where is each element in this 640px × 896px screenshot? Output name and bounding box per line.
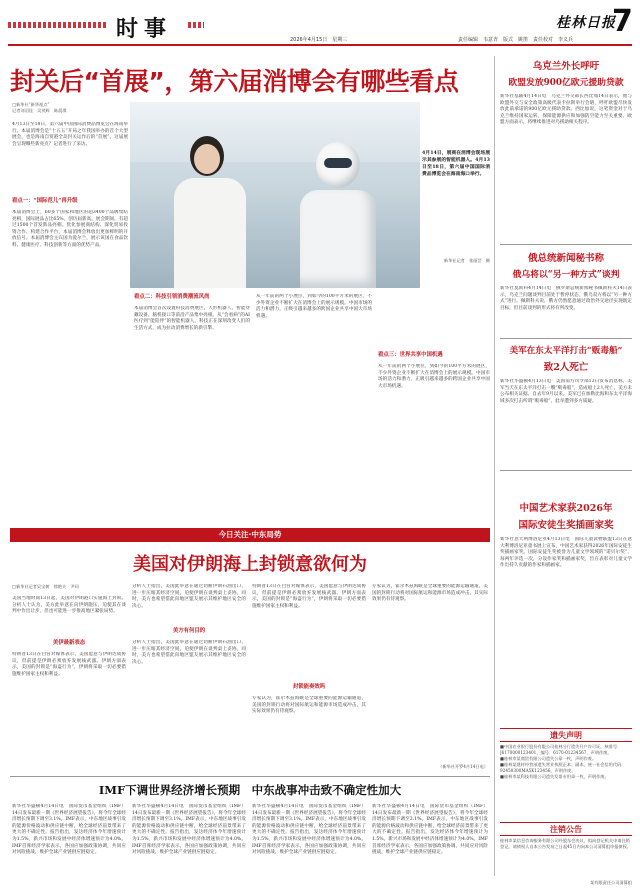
bottom-headline: IMF下调世界经济增长预期 中东战事冲击致不确定性加大 bbox=[98, 783, 402, 797]
header-rule bbox=[8, 44, 632, 46]
lost-notice-title: 遗失声明 bbox=[550, 730, 582, 740]
main-subhead-3: 看点三：世界共享中国机遇 bbox=[378, 352, 443, 358]
notice-item: ■桂林某建材经营部遗失营业执照正本、副本，统一社会信用代码：92450300MA5K123456，声明作废。 bbox=[500, 762, 626, 773]
story1-body: 新华社基辅4月14日电 乌克兰外交部长西比加14日表示，他与欧盟外交与安全政策高级代表卡拉斯举行会晤，呼吁欧盟尽快发放此前承诺的900亿欧元援助贷款。西比加说，这笔资金对于乌克兰维持国家运转、保障能源供应和加强防空能力至关重要。欧盟方面表示，将继续推进对乌援助相关程序。 bbox=[500, 94, 632, 126]
main-body-3: 从一年前的两个小展位，到如今的100平方米的展区，不少外资企业不断扩大在消博会上的展示规模。中国市场的活力和潜力，正吸引越来越多的跨国企业共享中国大市场机遇。 bbox=[378, 364, 490, 389]
bottom-body-col-3: 新华社华盛顿4月14日电 国际货币基金组织（IMF）14日发布最新一期《世界经济展望报告》，将今年全球经济增长预期下调至3.1%。IMF表示，中东地区战事引发的能源价格波动和供应链中断，给全球经济前景带来了更大的不确定性。报告指出，发达经济体今年增速预计为1.5%，新兴市场和发展中经济体增速预计为4.0%。IMF首席经济学家表示，各国应加强政策协调，共同应对风险挑战，维护全球产业链供应链稳定。 bbox=[252, 804, 366, 856]
story4-headline-2: 国际安徒生奖插画家奖 bbox=[518, 520, 614, 531]
photo-robot-arm bbox=[280, 142, 390, 288]
masthead-logo: 桂林日报 bbox=[556, 15, 616, 31]
right-rule-3 bbox=[500, 470, 632, 471]
notice-item: ■桂林市某商贸有限公司遗失公章一枚，声明作废。 bbox=[500, 756, 597, 761]
main-photo-robot bbox=[130, 102, 420, 288]
main-photo-caption: 4月14日，展商在消博会现场展示其参展的智能机器人。4月13日至18日，第六届中国国际消费品博览会在海南海口举行。 bbox=[422, 150, 490, 177]
page-number: 7 bbox=[612, 4, 633, 39]
main-byline bbox=[12, 102, 122, 114]
main-headline: 封关后“首展”，第六届消博会有哪些看点 bbox=[10, 67, 459, 96]
feature-subhead-1: 美伊最新表态 bbox=[52, 640, 86, 646]
byline-reporters: 记者刘羽佳 吴茂辉 陈晨琪 bbox=[12, 108, 67, 113]
story2-headline-2: 俄乌将以“另一种方式”谈判 bbox=[512, 270, 620, 280]
cancel-notice-title-bar bbox=[500, 822, 632, 836]
lost-notice-title-bar bbox=[500, 728, 632, 742]
section-ornament-right bbox=[188, 22, 204, 28]
bottom-body-col-1: 新华社华盛顿4月14日电 国际货币基金组织（IMF）14日发布最新一期《世界经济展望报告》，将今年全球经济增长预期下调至3.1%。IMF表示，中东地区战事引发的能源价格波动和供应链中断，给全球经济前景带来了更大的不确定性。报告指出，发达经济体今年增速预计为1.5%，新兴市场和发展中经济体增速预计为4.0%。IMF首席经济学家表示，各国应加强政策协调，共同应对风险挑战，维护全球产业链供应链稳定。 bbox=[12, 804, 126, 856]
right-story-3 bbox=[500, 344, 632, 475]
right-story-1 bbox=[500, 58, 632, 242]
feature-bottom-rule bbox=[10, 776, 490, 777]
feature-headline: 美国对伊朗海上封锁意欲何为 bbox=[133, 554, 367, 575]
right-story-4 bbox=[500, 500, 632, 711]
story4-body: 新华社意大利博洛尼亚4月13日电 国际儿童读物联盟13日在意大利博洛尼亚童书展上宣布，中国艺术家获得2026年国际安徒生奖插画家奖。国际安徒生奖被誉为儿童文学领域的“诺贝尔奖”，每两年评选一次，分设作家奖和插画家奖，旨在表彰对儿童文学作出持久贡献的作家和插画家。 bbox=[500, 537, 632, 569]
right-story-2 bbox=[500, 250, 632, 356]
story2-headline-1: 俄总统新闻秘书称 bbox=[527, 253, 604, 264]
feature-col-2: 分析人士指出，美国此举意在通过切断伊朗石油出口，进一步压缩其经济空间，迫使伊朗在谈判桌上妥协。同时，美方也希望借此向地区盟友展示其维护地区安全的决心。 bbox=[132, 584, 246, 609]
column-divider-right bbox=[494, 56, 495, 876]
story2-body: 新华社莫斯科4月14日电 俄罗斯总统新闻秘书佩斯科夫14日表示，乌克兰问题谈判目前处于暂停状态，俄乌双方将以“另一种方式”进行。佩斯科夫说，俄方仍然愿意通过政治外交途径实现既定目标，但目前谈判的形式将有所改变。 bbox=[500, 286, 632, 311]
cancel-notice-signoff: 某有限责任公司清算组 bbox=[590, 880, 632, 885]
feature-subhead-3: 封锁能奏效吗 bbox=[292, 684, 326, 690]
story1-headline-1: 乌克兰外长呼吁 bbox=[532, 61, 600, 72]
feature-signoff: （新华社开罗4月14日电） bbox=[438, 764, 488, 769]
feature-lead: 美国当地时间13日起，美国对伊朗港口实施海上封锁。分析人士认为，美方此举意在向伊朗施压，迫使其在谈判中作出让步，但也可能进一步推高地区紧张局势。 bbox=[12, 596, 126, 615]
story3-body: 新华社华盛顿4月13日电 美国南方司令部13日发布消息称，美军当天在东太平洋打击一艘“贩毒船”，造成船上2人死亡。美方未公布相关证据。自去年9月以来，美军已在加勒比海和东太平洋海域多次打击所谓“贩毒船”，此举遭到多方质疑。 bbox=[500, 379, 632, 404]
main-body-2: 本届消博会首次设置科技消费展区，人形机器人、智能穿戴设备、脑机接口等前沿产品集中亮相。从“会看病”的AI医疗到“能陪伴”的智能机器人，科技正在深刻改变人们的生活方式，成为拉动消费增长的新引擎。 bbox=[134, 306, 250, 331]
right-rule-2 bbox=[500, 338, 632, 339]
header-bar bbox=[8, 6, 632, 44]
cancel-notice-title: 注销公告 bbox=[550, 824, 582, 834]
story3-headline-1: 美军在东太平洋打击“贩毒船” bbox=[509, 346, 623, 356]
feature-col-3: 特朗普13日在白宫对媒体表示，美国愿意与伊朗达成协议，但前提是伊朗必须放弃发展核武器。伊朗方面表示，美国的封锁是“海盗行为”，伊朗将采取一切必要措施维护国家主权和利益。 bbox=[252, 584, 366, 609]
date-line: 2026年4月15日 星期三 bbox=[290, 37, 348, 43]
photo-person bbox=[170, 136, 250, 288]
right-rule-1 bbox=[500, 244, 632, 245]
bottom-body-col-2: 新华社华盛顿4月14日电 国际货币基金组织（IMF）14日发布最新一期《世界经济展望报告》，将今年全球经济增长预期下调至3.1%。IMF表示，中东地区战事引发的能源价格波动和供应链中断，给全球经济前景带来了更大的不确定性。报告指出，发达经济体今年增速预计为1.5%，新兴市场和发展中经济体增速预计为4.0%。IMF首席经济学家表示，各国应加强政策协调，共同应对风险挑战，维护全球产业链供应链稳定。 bbox=[132, 804, 246, 856]
feature-body-2: 分析人士指出，美国此举意在通过切断伊朗石油出口，进一步压缩其经济空间，迫使伊朗在谈判桌上妥协。同时，美方也希望借此向地区盟友展示其维护地区安全的决心。 bbox=[132, 640, 246, 665]
feature-col-4: 专家认为，霍尔木兹海峡是全球重要的能源运输通道，美国的封锁行动将对国际航运和能源市场造成冲击，其实际效果仍有待观察。 bbox=[372, 584, 488, 603]
editor-credits: 责任编辑 韦意青 版式 姚笛 责任校对 李义兵 bbox=[458, 37, 574, 43]
main-body-2b: 从一年前的两个小展位，到如今的100平方米的展区，不少外资企业不断扩大在消博会上的展示规模。中国市场的活力和潜力，正吸引越来越多的跨国企业共享中国大市场机遇。 bbox=[256, 294, 372, 319]
section-title: 时事 bbox=[116, 17, 173, 42]
main-subhead-2: 看点二：科技引领消费潮流风尚 bbox=[134, 294, 210, 300]
main-body-1: 本届消博会上，60多个国家和地区的超3400个品牌集结亮相，国际展品占比65%，创历届新高。展会期间，有超过1500个首发新品亮相。优化参展商结构、深化贸易投资合作、构建合作平台，本届消博会释放出更加鲜明的开放信号。本届消博会主宾国为爱尔兰，展示该国在食品饮料、健康医疗、科技创新等方面的优势产品。 bbox=[12, 210, 128, 248]
section-ornament bbox=[8, 22, 108, 28]
byline-agency: □新华社“新华视点” bbox=[12, 102, 50, 107]
main-subhead-1: 看点一：“国际范儿”再升级 bbox=[12, 198, 78, 204]
bottom-body-col-4: 新华社华盛顿4月14日电 国际货币基金组织（IMF）14日发布最新一期《世界经济展望报告》，将今年全球经济增长预期下调至3.1%。IMF表示，中东地区战事引发的能源价格波动和供应链中断，给全球经济前景带来了更大的不确定性。报告指出，发达经济体今年增速预计为1.5%，新兴市场和发展中经济体增速预计为4.0%。IMF首席经济学家表示，各国应加强政策协调，共同应对风险挑战，维护全球产业链供应链稳定。 bbox=[372, 804, 488, 856]
cancel-notice-body: 桂林市某信息咨询服务有限公司经股东会决议，拟向登记机关申请注销登记，请债权人自本公告发布之日起45日内向本公司清算组申报债权。 bbox=[500, 838, 631, 849]
story4-headline-1: 中国艺术家获2026年 bbox=[519, 503, 613, 514]
notice-item: ■桂林市某科技有限公司遗失发票专用章一枚，声明作废。 bbox=[500, 774, 609, 779]
notice-item: ■中国农业银行股份有限公司桂林分行遗失开户许可证，核准号：J6170000123401，编号：6170-01234567，声明作废。 bbox=[500, 744, 622, 755]
lost-notice-list bbox=[500, 744, 632, 820]
feature-body-1: 特朗普13日在白宫对媒体表示，美国愿意与伊朗达成协议，但前提是伊朗必须放弃发展核武器。伊朗方面表示，美国的封锁是“海盗行为”，伊朗将采取一切必要措施维护国家主权和利益。 bbox=[12, 652, 126, 677]
main-photo-credit: 新华社记者 张丽芸 摄 bbox=[443, 258, 490, 263]
main-photo-caption-box bbox=[422, 150, 490, 280]
feature-banner bbox=[10, 528, 490, 542]
feature-subhead-2: 美方有何目的 bbox=[172, 628, 206, 634]
story3-headline-2: 致2人死亡 bbox=[543, 362, 589, 373]
main-lead: 4月13日至18日，第六届中国国际消费品博览会在海南举行。本届消博会是“十五五”开局之年我国举办的首个大型展会，也是海南自贸港全岛封关运作后的“首展”。这届展会呈现哪些新亮点？记者进行了采访。 bbox=[12, 122, 128, 147]
feature-banner-label: 今日关注·中东局势 bbox=[218, 530, 282, 539]
feature-byline: □新华社记者吴宝树 徐艳夫 尹珂 bbox=[12, 584, 79, 589]
feature-body-3: 专家认为，霍尔木兹海峡是全球重要的能源运输通道，美国的封锁行动将对国际航运和能源市场造成冲击，其实际效果仍有待观察。 bbox=[252, 696, 366, 715]
story1-headline-2: 欧盟发放900亿欧元援助贷款 bbox=[508, 78, 624, 88]
